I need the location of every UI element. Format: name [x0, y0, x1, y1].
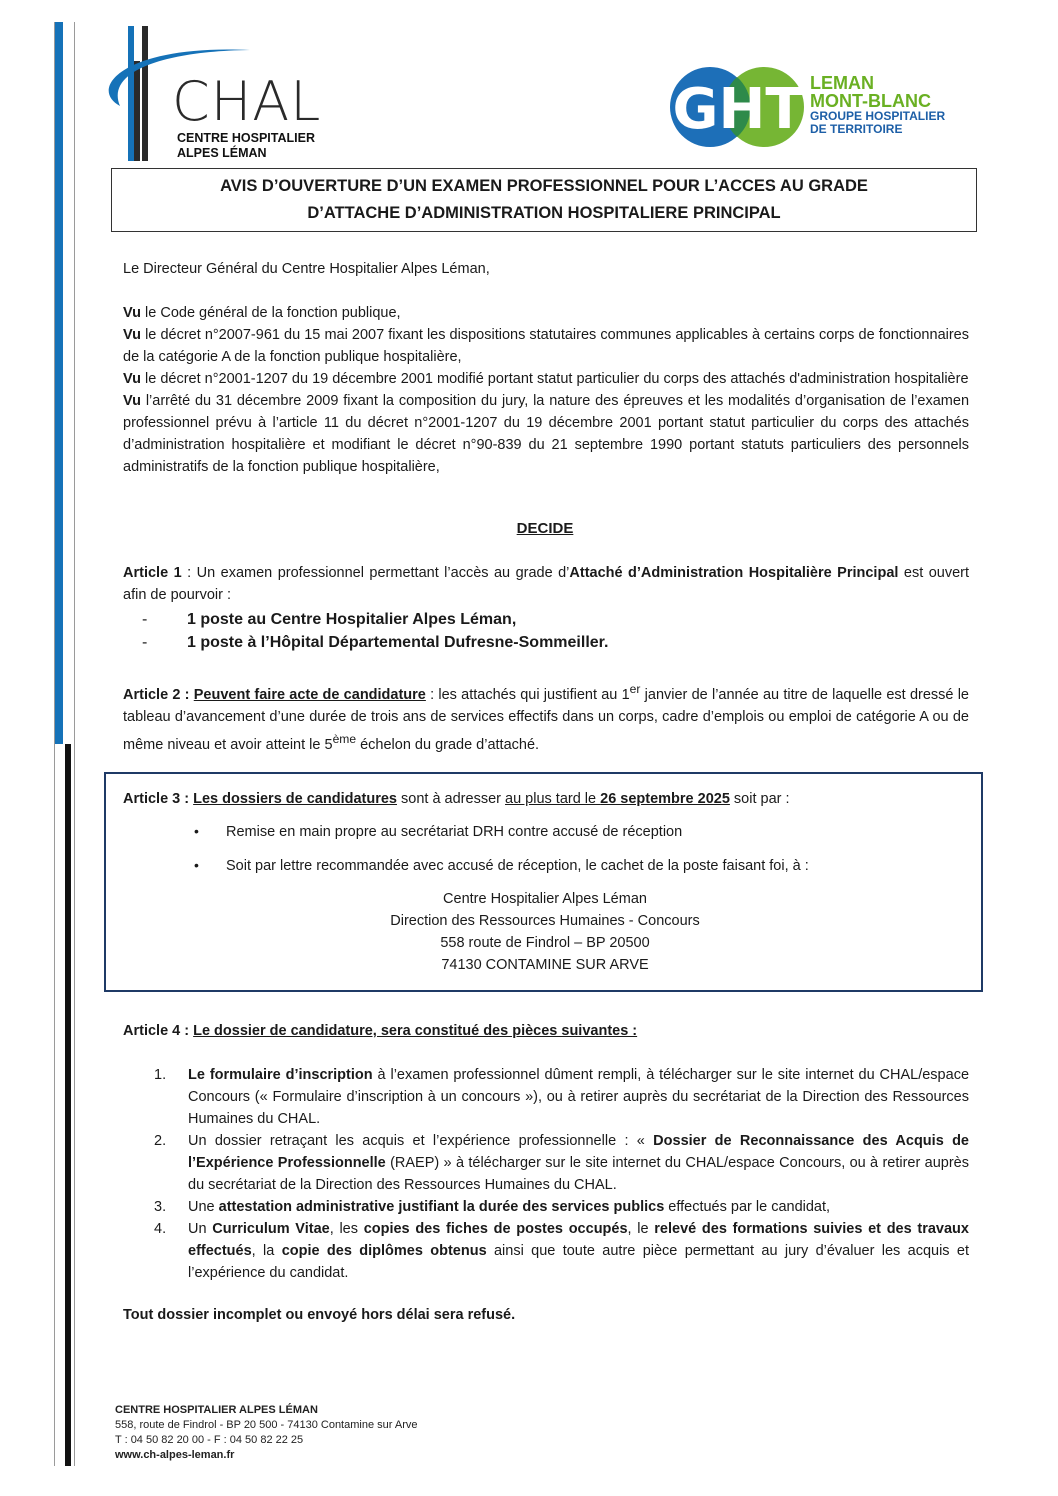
submission-method	[194, 820, 682, 843]
deadline-date: 26 septembre 2025	[600, 791, 730, 807]
item-plain: ainsi que toute autre pièce permettant au jury d’évaluer les acquis et l’expérience du candidat.	[188, 1243, 970, 1281]
vu-text: le décret n°2001-1207 du 19 décembre 2001 modifié portant statut particulier du corps des attachés d'administration hospitalière	[145, 371, 969, 387]
article-2-text: échelon du grade d’attaché.	[356, 736, 540, 753]
postes-list	[142, 608, 608, 654]
vu-text: l’arrêté du 31 décembre 2009 fixant la composition du jury, la nature des épreuves et les modalités d’organisation de l’examen professionnel prévu à l’article 11 du décret n°2001-1207 du 19 décembre 2001 portant statut particulier du corps des attachés d’administration hospitalière et modifiant le décret n°90-839 du 21 septembre 1990 portant statuts particuliers des personnels administratifs de la fonction publique hospitalière,	[123, 393, 970, 475]
item-bold: copies des fiches de postes occupés	[363, 1221, 628, 1237]
dash-bullet: -	[142, 611, 148, 628]
submission-method	[194, 854, 809, 877]
article-1-text: Un examen professionnel permettant l’accès au grade d’	[196, 565, 570, 581]
director-line: Le Directeur Général du Centre Hospitalier Alpes Léman,	[123, 261, 490, 277]
margin-rule-right	[74, 22, 75, 1466]
vu-text: le décret n°2007-961 du 15 mai 2007 fixant les dispositions statutaires communes applicables à certains corps de fonctionnaires de la catégorie A de la fonction publique hospitalière,	[123, 327, 969, 365]
vu-item	[123, 390, 969, 478]
footer-phone: T : 04 50 82 20 00 - F : 04 50 82 22 25	[115, 1434, 304, 1446]
article-1-sep: :	[181, 565, 197, 581]
ght-line3: GROUPE HOSPITALIER	[810, 109, 946, 123]
item-bold: Dossier de Reconnaissance des Acquis de l’Expérience Professionnelle	[188, 1133, 969, 1171]
deadline	[505, 791, 730, 807]
dash-bullet: -	[142, 634, 148, 651]
footer-name: CENTRE HOSPITALIER ALPES LÉMAN	[115, 1404, 318, 1416]
article-3-text: soit par :	[729, 791, 790, 807]
ght-line2: MONT-BLANC	[810, 91, 931, 111]
item-text	[188, 1196, 969, 1218]
ght-text	[810, 74, 945, 136]
article-4-label: Article 4 :	[123, 1023, 194, 1039]
poste-item	[142, 631, 608, 654]
vu-item	[123, 368, 969, 390]
margin-bar-black	[65, 744, 71, 1466]
item-plain: (RAEP) » à télécharger sur le site internet du CHAL/espace Concours, ou à retirer auprès du secrétariat de la Direction des Ressources Humaines du CHAL.	[188, 1155, 969, 1193]
poste-item	[142, 608, 608, 631]
document-item	[154, 1196, 969, 1218]
item-plain: Un	[188, 1221, 213, 1237]
ordinal-sup: er	[629, 682, 641, 696]
bullet-icon: •	[194, 823, 199, 839]
article-3-text: sont à adresser	[397, 791, 505, 807]
decide-heading: DECIDE	[516, 520, 574, 537]
article-2-heading: Peuvent faire acte de candidature	[193, 686, 426, 703]
required-documents-list	[154, 1064, 969, 1284]
item-number: 3.	[154, 1199, 167, 1215]
vu-text: le Code général de la fonction publique,	[145, 305, 401, 321]
item-text	[188, 1218, 969, 1284]
document-title-box	[111, 168, 977, 232]
item-bold: attestation administrative justifiant la durée des services publics	[218, 1199, 665, 1215]
footer-address: 558, route de Findrol - BP 20 500 - 74130 Contamine sur Arve	[115, 1419, 418, 1431]
article-2-text: janvier de l’année au titre de laquelle est dressé le tableau d’avancement d’une durée de trois ans de services effectifs dans un corps, cadre d’emplois ou emploi de catégorie A ou de même niveau et avoir atteint le 5	[123, 686, 969, 753]
ght-line4: DE TERRITOIRE	[810, 122, 903, 136]
item-plain: , les	[329, 1221, 364, 1237]
item-text	[188, 1064, 969, 1130]
address-line: 558 route de Findrol – BP 20500	[440, 935, 650, 951]
address-line: Centre Hospitalier Alpes Léman	[443, 891, 647, 907]
item-text	[188, 1130, 969, 1196]
item-bold: Le formulaire d’inscription	[188, 1067, 373, 1083]
footer-website-link[interactable]: www.ch-alpes-leman.fr	[115, 1449, 235, 1461]
closing-notice: Tout dossier incomplet ou envoyé hors délai sera refusé.	[123, 1307, 516, 1323]
article-2	[123, 678, 969, 756]
vu-label: Vu	[123, 305, 141, 321]
footer	[115, 1403, 417, 1463]
document-item	[154, 1130, 969, 1196]
ght-logo-mark	[668, 62, 808, 152]
item-plain: , la	[251, 1243, 282, 1259]
chal-subtitle	[177, 131, 315, 161]
vu-label: Vu	[123, 327, 141, 343]
article-3	[123, 788, 969, 810]
article-1	[123, 562, 969, 606]
article-4-heading: Le dossier de candidature, sera constitué des pièces suivantes :	[193, 1023, 638, 1039]
poste-text: 1 poste à l’Hôpital Départemental Dufresne-Sommeiller.	[187, 634, 609, 651]
item-number: 2.	[154, 1133, 167, 1149]
chal-wordmark: CHAL	[172, 70, 322, 133]
item-plain: Une	[188, 1199, 219, 1215]
chal-subtitle-line1: CENTRE HOSPITALIER	[177, 131, 315, 145]
item-bold: Curriculum Vitae	[212, 1221, 330, 1237]
article-1-text: est ouvert afin de pourvoir :	[123, 565, 969, 603]
bullet-icon: •	[194, 857, 199, 873]
item-plain: effectués par le candidat,	[664, 1199, 831, 1215]
item-plain: à l’examen professionnel dûment rempli, à télécharger sur le site internet du CHAL/espace Concours (« Formulaire d’inscription à un concours »), ou à retirer auprès du secrétariat de la Direction des Ressources Humaines du CHAL.	[188, 1067, 970, 1127]
margin-bar-blue	[55, 22, 63, 744]
vu-list	[123, 302, 969, 478]
vu-item	[123, 324, 969, 368]
vu-label: Vu	[123, 371, 141, 387]
document-item	[154, 1218, 969, 1284]
svg-text:GHT: GHT	[672, 77, 804, 142]
submission-text: Remise en main propre au secrétariat DRH contre accusé de réception	[226, 824, 683, 840]
document-item	[154, 1064, 969, 1130]
mailing-address	[0, 888, 1058, 976]
item-plain: , le	[627, 1221, 655, 1237]
article-4	[123, 1020, 969, 1042]
document-title-line1: AVIS D’OUVERTURE D’UN EXAMEN PROFESSIONNEL POUR L’ACCES AU GRADE	[220, 177, 868, 195]
vu-item	[123, 302, 969, 324]
item-bold: relevé des formations suivies et des travaux effectués	[188, 1221, 969, 1259]
submission-text: Soit par lettre recommandée avec accusé de réception, le cachet de la poste faisant foi, à :	[226, 858, 809, 874]
address-line: 74130 CONTAMINE SUR ARVE	[441, 957, 649, 973]
poste-text: 1 poste au Centre Hospitalier Alpes Léman,	[187, 611, 517, 628]
article-3-heading: Les dossiers de candidatures	[193, 791, 397, 807]
deadline-prefix: au plus tard le	[505, 791, 601, 807]
document-title-line2: D’ATTACHE D’ADMINISTRATION HOSPITALIERE PRINCIPAL	[307, 204, 781, 222]
article-2-text: : les attachés qui justifient au 1	[425, 686, 630, 703]
ght-line1: LEMAN	[810, 73, 874, 93]
item-bold: copie des diplômes obtenus	[281, 1243, 487, 1259]
address-line: Direction des Ressources Humaines - Concours	[390, 913, 700, 929]
article-1-grade: Attaché d’Administration Hospitalière Principal	[569, 565, 899, 581]
article-1-label: Article 1	[123, 565, 182, 581]
chal-subtitle-line2: ALPES LÉMAN	[177, 146, 267, 160]
item-number: 4.	[154, 1221, 167, 1237]
item-number: 1.	[154, 1067, 167, 1083]
ordinal-sup: ème	[332, 731, 357, 746]
vu-label: Vu	[123, 393, 141, 409]
item-plain: Un dossier retraçant les acquis et l’expérience professionnelle : «	[188, 1133, 654, 1149]
article-2-label: Article 2 :	[123, 686, 194, 703]
article-3-label: Article 3 :	[123, 791, 194, 807]
